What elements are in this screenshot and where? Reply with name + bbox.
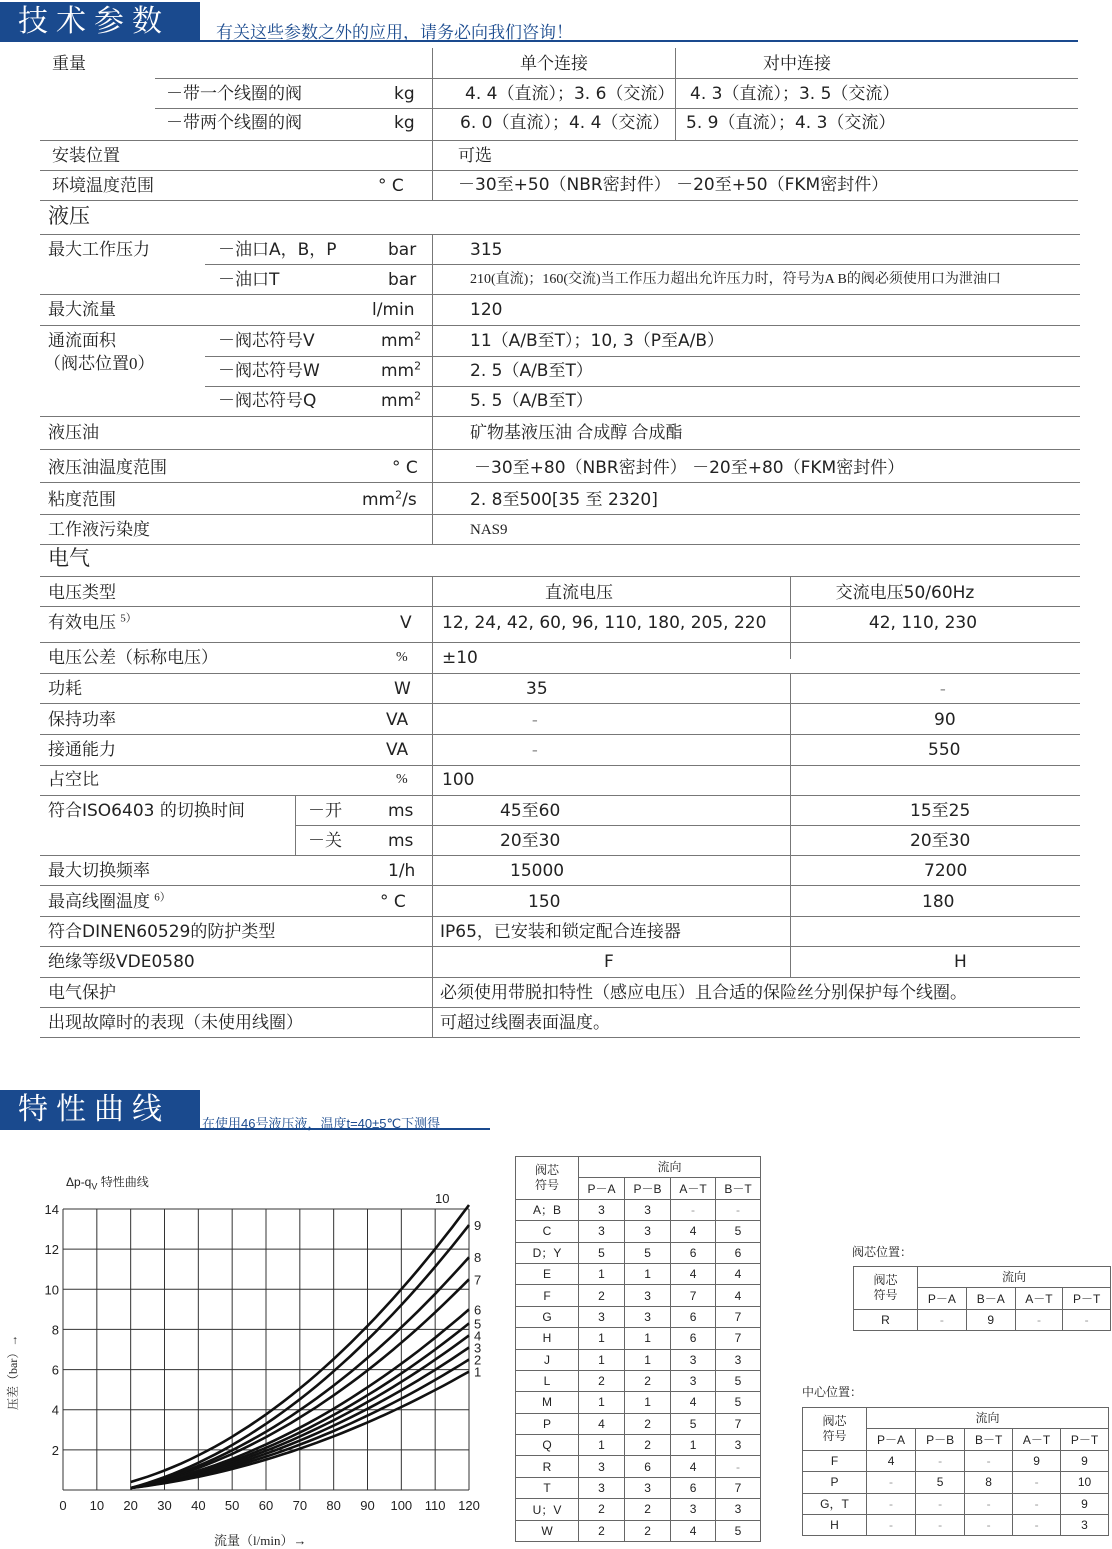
oiltemp-label: 液压油温度范围 — [48, 458, 167, 478]
maxp-val2: 210(直流)；160(交流)当工作压力超出允许压力时，符号为A B的阀必须使用口为泄油口 — [470, 272, 1001, 287]
flow-value-cell: - — [916, 1450, 965, 1471]
switch-off-ac: 20至30 — [910, 831, 971, 851]
flow-value-cell: 9 — [966, 1309, 1015, 1330]
table-row — [516, 1456, 761, 1477]
flow-value-cell: 2 — [579, 1499, 625, 1520]
y-tick-label: 2 — [51, 1442, 59, 1458]
table-row — [803, 1450, 1109, 1471]
chart-title: $\Delta p-q_V$ 特性曲线 — [66, 1175, 149, 1192]
flow-unit: l/min — [372, 300, 415, 320]
x-tick-label: 110 — [424, 1498, 446, 1513]
table-row — [516, 1263, 761, 1284]
clean-label: 工作液污染度 — [48, 520, 150, 539]
hold-ac: 90 — [934, 710, 956, 730]
table-row — [516, 1199, 761, 1220]
spool-pos-caption: 阀芯位置： — [852, 1245, 913, 1259]
table-row — [516, 1349, 761, 1370]
flow-value-cell: 9 — [1013, 1450, 1061, 1471]
flow-value-cell: 2 — [579, 1370, 625, 1391]
flow-value-cell: 3 — [671, 1499, 716, 1520]
flow-value-cell: 4 — [671, 1263, 716, 1284]
table-row — [803, 1493, 1109, 1514]
chart-ylabel: 压差（bar）→ — [6, 1334, 20, 1410]
area-w-sub: －阀芯符号W — [218, 361, 320, 381]
flow-value-cell: 5 — [716, 1520, 761, 1541]
duty-unit: % — [396, 772, 408, 787]
inrush-ac: 550 — [928, 740, 961, 760]
spool-symbol-cell: Q — [516, 1435, 579, 1456]
table-row — [516, 1306, 761, 1327]
switch-on-ac: 15至25 — [910, 801, 971, 821]
veff-unit: V — [400, 613, 412, 633]
ambient-label: 环境温度范围 — [52, 176, 154, 195]
clean-value: NAS9 — [470, 522, 508, 538]
x-tick-label: 0 — [59, 1498, 67, 1513]
inrush-dc: - — [532, 740, 538, 759]
spool-symbol-cell: G — [516, 1306, 579, 1327]
area-q-value: 5. 5（A/B至T） — [470, 391, 593, 411]
flow-value-cell: 6 — [671, 1328, 716, 1349]
flow-value-cell: - — [1013, 1493, 1061, 1514]
switch-on-unit: ms — [388, 801, 414, 821]
spool-symbol-cell: H — [516, 1328, 579, 1349]
flow-value-cell: - — [965, 1493, 1013, 1514]
curve-label-1: 1 — [474, 1364, 482, 1380]
ambient-value: －30至+50（NBR密封件） －20至+50（FKM密封件） — [458, 175, 889, 195]
y-tick-label: 6 — [51, 1362, 59, 1378]
table-row — [516, 1499, 761, 1520]
flow-value-cell: 3 — [671, 1349, 716, 1370]
flow-value-cell: 1 — [579, 1435, 625, 1456]
table-row — [854, 1309, 1111, 1330]
flow-value-cell: 1 — [579, 1349, 625, 1370]
oil-label: 液压油 — [48, 423, 99, 442]
table-row — [516, 1285, 761, 1306]
area-v-value: 11（A/B至T）；10, 3（P至A/B） — [470, 331, 725, 351]
flow-value-cell: 7 — [671, 1285, 716, 1306]
x-tick-label: 10 — [89, 1498, 105, 1513]
flow-header: 流向 — [918, 1267, 1111, 1288]
coil-label: 最高线圈温度 $^{6)}$ — [48, 891, 171, 911]
area-label: 通流面积 — [48, 331, 116, 350]
flow-value-cell: 4 — [671, 1221, 716, 1242]
flow-value-cell: 3 — [579, 1199, 625, 1220]
x-tick-label: 20 — [123, 1498, 138, 1513]
table-row — [516, 1520, 761, 1541]
table-row — [516, 1328, 761, 1349]
x-tick-label: 60 — [258, 1498, 274, 1513]
flow-value-cell: - — [867, 1493, 916, 1514]
flow-value-cell: 3 — [579, 1477, 625, 1498]
flow-column-header: P－B — [916, 1429, 965, 1450]
y-tick-label: 10 — [44, 1282, 59, 1298]
flow-value-cell: 5 — [716, 1392, 761, 1413]
vtol-label: 电压公差（标称电压） — [48, 648, 218, 667]
flow-value-cell: 3 — [671, 1370, 716, 1391]
visc-label: 粘度范围 — [48, 490, 116, 510]
maxp-val1: 315 — [470, 240, 503, 260]
oiltemp-value: －30至+80（NBR密封件） －20至+80（FKM密封件） — [474, 458, 905, 478]
flow-value-cell: - — [965, 1514, 1013, 1535]
spool-symbol-header: 阀芯 符号 — [516, 1157, 579, 1200]
freq-dc: 15000 — [510, 861, 565, 881]
switch-on: －开 — [308, 801, 342, 820]
spool-symbol-cell: M — [516, 1392, 579, 1413]
flow-value-cell: - — [1063, 1309, 1111, 1330]
table-row — [516, 1477, 761, 1498]
flow-value-cell: - — [716, 1456, 761, 1477]
spool-symbol-cell: L — [516, 1370, 579, 1391]
flow-value-cell: - — [1013, 1472, 1061, 1493]
table-row — [516, 1435, 761, 1456]
flow-column-header: P－T — [1061, 1429, 1109, 1450]
freq-label: 最大切换频率 — [48, 861, 150, 880]
power-unit: W — [394, 679, 411, 699]
vtol-unit: % — [396, 650, 408, 665]
duty-value: 100 — [442, 770, 475, 790]
table-row — [516, 1370, 761, 1391]
spool-symbol-cell: G，T — [803, 1493, 867, 1514]
switch-off: －关 — [308, 831, 342, 850]
spool-symbol-header: 阀芯 符号 — [854, 1267, 918, 1310]
area-label-sub: （阀芯位置0） — [44, 354, 155, 373]
flow-column-header: P－A — [579, 1178, 625, 1199]
flow-column-header: A－T — [671, 1178, 716, 1199]
ins-ac: H — [954, 952, 967, 972]
flow-value-cell: 2 — [625, 1370, 671, 1391]
flow-value-cell: 5 — [671, 1413, 716, 1434]
vtol-value: ±10 — [442, 648, 478, 668]
curve-label-5: 5 — [474, 1316, 482, 1332]
flow-value-cell: 3 — [625, 1221, 671, 1242]
flow-value-cell: 6 — [625, 1456, 671, 1477]
table-row — [516, 1221, 761, 1242]
weight-row1-label: －带一个线圈的阀 — [166, 84, 302, 103]
coil-unit: ° C — [380, 892, 406, 912]
curves-note: 在使用46号液压液，温度t=40±5℃下测得 — [202, 1116, 441, 1131]
prot-label: 符合DINEN60529的防护类型 — [48, 922, 276, 942]
spool-symbol-header: 阀芯 符号 — [803, 1408, 867, 1451]
x-tick-label: 40 — [191, 1498, 206, 1513]
tech-note: 有关这些参数之外的应用，请务必向我们咨询！ — [216, 23, 573, 42]
flow-value-cell: 4 — [867, 1450, 916, 1471]
flow-value-cell: 5 — [579, 1242, 625, 1263]
oil-value: 矿物基液压油 合成醇 合成酯 — [470, 423, 683, 442]
flow-value-cell: 3 — [716, 1349, 761, 1370]
flow-value-cell: 10 — [1061, 1472, 1109, 1493]
maxp-label: 最大工作压力 — [48, 240, 150, 259]
switch-on-dc: 45至60 — [500, 801, 561, 821]
curve-label-6: 6 — [474, 1302, 482, 1318]
flow-column-header: A－T — [1013, 1429, 1061, 1450]
prot-value: IP65，已安装和锁定配合连接器 — [440, 922, 681, 942]
maxp-unit1: bar — [388, 240, 417, 260]
switch-label: 符合ISO6403 的切换时间 — [48, 801, 245, 821]
vtype-ac: 交流电压50/60Hz — [835, 583, 975, 603]
flow-label: 最大流量 — [48, 300, 116, 319]
ins-label: 绝缘等级VDE0580 — [48, 952, 195, 972]
flow-value-cell: 3 — [579, 1306, 625, 1327]
vtype-dc: 直流电压 — [545, 583, 613, 602]
flow-value-cell: 4 — [671, 1520, 716, 1541]
flow-value-cell: 1 — [625, 1263, 671, 1284]
y-tick-label: 12 — [44, 1242, 59, 1258]
curve-label-4: 4 — [474, 1328, 482, 1344]
flow-value-cell: 3 — [625, 1306, 671, 1327]
flow-value-cell: - — [916, 1493, 965, 1514]
flow-column-header: A－T — [1015, 1288, 1063, 1309]
electric-section: 电气 — [48, 546, 90, 570]
flow-header: 流向 — [867, 1408, 1109, 1429]
weight-row1-unit: kg — [394, 84, 415, 104]
hold-dc: - — [532, 710, 538, 729]
weight-row2-unit: kg — [394, 113, 415, 133]
flow-value-cell: 4 — [671, 1456, 716, 1477]
flow-column-header: P－A — [918, 1288, 967, 1309]
spool-symbol-cell: J — [516, 1349, 579, 1370]
table-row — [803, 1514, 1109, 1535]
hydraulic-section: 液压 — [48, 204, 90, 228]
hold-unit: VA — [386, 710, 409, 730]
flow-value-cell: - — [965, 1450, 1013, 1471]
flow-value-cell: 9 — [1061, 1493, 1109, 1514]
flow-value-cell: - — [1015, 1309, 1063, 1330]
flow-value-cell: 1 — [625, 1328, 671, 1349]
x-tick-label: 70 — [292, 1498, 308, 1513]
flow-value-cell: 9 — [1061, 1450, 1109, 1471]
flow-value-cell: 5 — [916, 1472, 965, 1493]
flow-value-cell: - — [671, 1199, 716, 1220]
veff-label: 有效电压 $^{5)}$ — [48, 612, 137, 632]
inrush-label: 接通能力 — [48, 740, 116, 759]
flow-value-cell: 6 — [671, 1477, 716, 1498]
flow-column-header: P－B — [625, 1178, 671, 1199]
flow-value-cell: - — [916, 1514, 965, 1535]
tech-section-title: 技术参数 — [0, 2, 200, 42]
weight-col-central: 对中连接 — [763, 54, 831, 73]
curve-label-3: 3 — [474, 1340, 482, 1356]
center-position-table — [802, 1407, 1109, 1536]
y-tick-label: 4 — [51, 1402, 59, 1418]
install-value: 可选 — [458, 146, 492, 165]
flow-value-cell: 3 — [625, 1477, 671, 1498]
inrush-unit: VA — [386, 740, 409, 760]
flow-value-cell: 2 — [625, 1520, 671, 1541]
ins-dc: F — [604, 952, 614, 972]
weight-row2-central: 5. 9（直流）；4. 3（交流） — [686, 113, 896, 133]
spool-symbol-cell: C — [516, 1221, 579, 1242]
fault-label: 出现故障时的表现（未使用线圈） — [48, 1013, 303, 1032]
spool-symbol-cell: A；B — [516, 1199, 579, 1220]
hold-label: 保持功率 — [48, 710, 116, 729]
flow-value-cell: 4 — [716, 1285, 761, 1306]
maxp-sub1: －油口A，B，P — [218, 240, 337, 260]
area-q-unit: $mm^2$ — [381, 389, 422, 411]
flow-value-cell: 7 — [716, 1306, 761, 1327]
spool-symbol-cell: H — [803, 1514, 867, 1535]
eprot-label: 电气保护 — [48, 983, 116, 1002]
flow-value-cell: 3 — [1061, 1514, 1109, 1535]
flow-header: 流向 — [579, 1157, 761, 1178]
flow-value-cell: 3 — [716, 1499, 761, 1520]
flow-column-header: P－T — [1063, 1288, 1111, 1309]
coil-dc: 150 — [528, 892, 561, 912]
flow-value-cell: 5 — [716, 1221, 761, 1242]
spool-symbol-cell: R — [854, 1309, 918, 1330]
flow-value-cell: - — [716, 1199, 761, 1220]
freq-unit: 1/h — [388, 861, 416, 881]
spool-symbol-cell: D；Y — [516, 1242, 579, 1263]
flow-value-cell: 5 — [716, 1370, 761, 1391]
flow-column-header: B－T — [716, 1178, 761, 1199]
coil-ac: 180 — [922, 892, 955, 912]
x-tick-label: 90 — [360, 1498, 375, 1513]
flow-value-cell: 2 — [579, 1285, 625, 1306]
flow-value-cell: 1 — [671, 1435, 716, 1456]
characteristic-chart — [0, 1180, 500, 1530]
x-tick-label: 30 — [157, 1498, 172, 1513]
flow-value-cell: 3 — [625, 1199, 671, 1220]
flow-value: 120 — [470, 300, 503, 320]
flow-value-cell: 3 — [716, 1435, 761, 1456]
flow-column-header: B－T — [965, 1429, 1013, 1450]
table-row — [803, 1472, 1109, 1493]
flow-value-cell: 2 — [625, 1435, 671, 1456]
weight-label: 重量 — [52, 54, 86, 73]
curve-label-10: 10 — [435, 1190, 450, 1206]
area-v-unit: $mm^2$ — [381, 329, 422, 351]
install-label: 安装位置 — [52, 146, 120, 165]
x-tick-label: 100 — [390, 1498, 413, 1513]
table-row — [516, 1392, 761, 1413]
flow-value-cell: 6 — [716, 1242, 761, 1263]
maxp-sub2: －油口T — [218, 270, 280, 290]
weight-row1-central: 4. 3（直流）；3. 5（交流） — [690, 84, 900, 104]
curves-section-title: 特性曲线 — [0, 1090, 200, 1130]
table-row — [516, 1413, 761, 1434]
flow-value-cell: 3 — [579, 1221, 625, 1242]
flow-value-cell: 6 — [671, 1306, 716, 1327]
flow-value-cell: 4 — [671, 1392, 716, 1413]
center-pos-caption: 中心位置： — [802, 1385, 863, 1399]
area-v-sub: －阀芯符号V — [218, 331, 315, 351]
visc-unit: $mm^2/s$ — [362, 488, 417, 510]
oiltemp-unit: ° C — [392, 458, 418, 478]
flow-value-cell: 1 — [579, 1263, 625, 1284]
power-label: 功耗 — [48, 679, 82, 698]
power-dc: 35 — [526, 679, 548, 699]
switch-off-unit: ms — [388, 831, 414, 851]
flow-value-cell: 4 — [579, 1413, 625, 1434]
vtype-label: 电压类型 — [48, 583, 116, 602]
flow-value-cell: 7 — [716, 1413, 761, 1434]
flow-value-cell: - — [918, 1309, 967, 1330]
flow-value-cell: 3 — [579, 1456, 625, 1477]
area-w-unit: $mm^2$ — [381, 359, 422, 381]
x-tick-label: 80 — [326, 1498, 341, 1513]
area-w-value: 2. 5（A/B至T） — [470, 361, 593, 381]
flow-value-cell: 1 — [625, 1392, 671, 1413]
table-row — [516, 1242, 761, 1263]
maxp-unit2: bar — [388, 270, 417, 290]
flow-value-cell: 4 — [716, 1263, 761, 1284]
curve-label-2: 2 — [474, 1352, 482, 1368]
area-q-sub: －阀芯符号Q — [218, 391, 317, 411]
weight-row2-single: 6. 0（直流）；4. 4（交流） — [460, 113, 670, 133]
flow-value-cell: 1 — [579, 1392, 625, 1413]
spool-symbol-cell: U；V — [516, 1499, 579, 1520]
spool-symbol-cell: T — [516, 1477, 579, 1498]
ambient-unit: ° C — [378, 176, 404, 196]
veff-ac: 42, 110, 230 — [868, 613, 978, 633]
spool-flow-table — [515, 1156, 761, 1542]
spool-symbol-cell: R — [516, 1456, 579, 1477]
y-tick-label: 8 — [51, 1322, 59, 1338]
spool-symbol-cell: F — [516, 1285, 579, 1306]
freq-ac: 7200 — [924, 861, 968, 881]
x-tick-label: 120 — [458, 1498, 480, 1513]
flow-value-cell: 2 — [625, 1413, 671, 1434]
flow-value-cell: - — [1013, 1514, 1061, 1535]
weight-row1-single: 4. 4（直流）；3. 6（交流） — [465, 84, 675, 104]
spool-symbol-cell: F — [803, 1450, 867, 1471]
flow-value-cell: 1 — [579, 1328, 625, 1349]
visc-value: 2. 8至500[35 至 2320] — [470, 490, 658, 510]
x-tick-label: 50 — [224, 1498, 240, 1513]
y-tick-label: 14 — [44, 1202, 59, 1217]
curve-label-9: 9 — [474, 1218, 482, 1234]
flow-value-cell: 2 — [579, 1520, 625, 1541]
flow-value-cell: - — [867, 1472, 916, 1493]
curve-label-8: 8 — [474, 1250, 482, 1266]
spool-symbol-cell: P — [803, 1472, 867, 1493]
curve-label-7: 7 — [474, 1272, 482, 1288]
eprot-value: 必须使用带脱扣特性（感应电压）且合适的保险丝分别保护每个线圈。 — [440, 983, 967, 1002]
spool-symbol-cell: E — [516, 1263, 579, 1284]
flow-value-cell: 2 — [625, 1499, 671, 1520]
veff-dc: 12, 24, 42, 60, 96, 110, 180, 205, 220 — [442, 613, 767, 633]
weight-col-single: 单个连接 — [520, 54, 588, 73]
flow-value-cell: 5 — [625, 1242, 671, 1263]
flow-value-cell: 3 — [625, 1285, 671, 1306]
flow-value-cell: 6 — [671, 1242, 716, 1263]
duty-label: 占空比 — [48, 770, 99, 789]
flow-value-cell: 1 — [625, 1349, 671, 1370]
flow-value-cell: - — [867, 1514, 916, 1535]
flow-value-cell: 7 — [716, 1477, 761, 1498]
spool-symbol-cell: P — [516, 1413, 579, 1434]
flow-value-cell: 8 — [965, 1472, 1013, 1493]
spool-position-table — [853, 1266, 1111, 1331]
switch-off-dc: 20至30 — [500, 831, 561, 851]
weight-row2-label: －带两个线圈的阀 — [166, 113, 302, 132]
power-ac: - — [940, 679, 946, 698]
fault-value: 可超过线圈表面温度。 — [440, 1013, 610, 1032]
flow-column-header: P－A — [867, 1429, 916, 1450]
chart-xlabel: 流量（l/min）→ — [214, 1533, 307, 1548]
flow-value-cell: 7 — [716, 1328, 761, 1349]
flow-column-header: B－A — [966, 1288, 1015, 1309]
spool-symbol-cell: W — [516, 1520, 579, 1541]
